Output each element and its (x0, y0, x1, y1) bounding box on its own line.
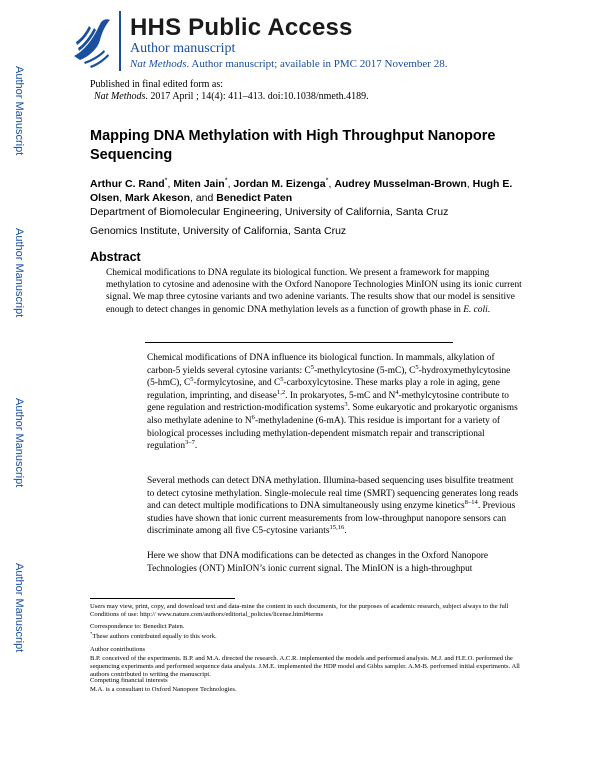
contributions-heading: Author contributions (90, 646, 146, 653)
affiliation: Department of Biomolecular Engineering, University of California, Santa Cruz (90, 206, 449, 218)
citation-ref: 15,16 (329, 524, 345, 532)
availability-text: . Author manuscript; available in PMC 2017 November 28. (186, 58, 448, 70)
section-divider (145, 342, 453, 343)
and-word: and (195, 192, 214, 204)
body-paragraph: Here we show that DNA modifications can be detected as changes in the Oxford Nanopore Technologies (ONT) MinION’s ionic current signal. The MinION is a high-throughput (147, 551, 489, 574)
competing-interests-text: M.A. is a consultant to Oxford Nanopore Technologies. (90, 686, 237, 693)
availability-line (130, 58, 447, 70)
superscript: 6 (251, 413, 255, 421)
text-run: Several methods can detect DNA methylation. Illumina-based sequencing uses bisulfite treatment to detect cytosine methylation. Single-molecule real time (SMRT) sequencing generates long reads and can detect multiple modifications to DNA simultaneously using enzyme kinetics (147, 476, 519, 512)
author-name: Mark Akeson (125, 192, 190, 204)
body-paragraph (147, 475, 519, 538)
affiliation: Genomics Institute, University of California, Santa Cruz (90, 225, 347, 237)
text-run: . (344, 526, 347, 537)
contributions-text: B.P. conceived of the experiments. B.P. and M.A. directed the research. A.C.R. implemented the models and performed analysis. M.J. and H.E.O. performed the sequencing experiments and performed sequence data analysis. J.M.E. implemented the HDP model and Gibbs sampler. A.M-B. performed initial experiments. All authors contributed to writing the manuscript. (90, 655, 520, 679)
superscript: 5 (310, 363, 315, 371)
abstract-text (106, 267, 526, 316)
journal-name: Nat Methods (130, 58, 187, 70)
hhs-public-access-title: HHS Public Access (130, 14, 353, 41)
body-paragraph (147, 352, 519, 453)
author-name: Arthur C. Rand (90, 178, 165, 190)
text-run: . Some eukaryotic and prokaryotic organisms also methylate adenine to N (147, 403, 518, 426)
text-run: Chemical modifications of DNA influence its biological function. In mammals, alkylation of carbon-5 yields several cytosine variants: C (147, 353, 495, 376)
published-line: Published in final edited form as: (90, 79, 224, 90)
citation-ref: 8–14 (464, 499, 478, 507)
author-name: Jordan M. Eizenga (233, 178, 326, 190)
equal-contribution-mark: * (224, 175, 228, 185)
side-label-author-manuscript: Author Manuscript (13, 398, 25, 488)
text-run: -hydroxymethylcytosine (5-hmC), C (147, 365, 511, 389)
text-run: . Previous studies have shown that ionic current measurements from low-throughput nanopore sensors can discriminate among all five C5-cytosine variants (147, 501, 516, 537)
text-run: -methyladenine (6-mA). This residue is important for a variety of biological processes including methylation-dependent mismatch repair and transcriptional regulation (147, 415, 501, 452)
superscript: 5 (415, 363, 419, 371)
abstract-body: Chemical modifications to DNA regulate its biological function. We present a framework for mapping methylation to cytosine and adenosine with the Oxford Nanopore Technologies MinION using its ionic current signal. We map three cytosine variants and two adenine variants. The results show that our model is sensitive enough to detect changes in genomic DNA methylation levels as a function of growth phase in (106, 268, 522, 315)
superscript: 4 (395, 388, 399, 396)
text-run: . (194, 441, 198, 452)
citation-details: . 2017 April ; 14(4): 411–413. doi:10.1038/nmeth.4189. (145, 91, 369, 102)
text-run: -methylcytosine (5-mC), C (314, 365, 416, 376)
author-name: Hugh E. Olsen (90, 178, 513, 204)
abstract-end: . (487, 304, 491, 315)
organism-name: E. coli (463, 304, 488, 315)
citation-journal: Nat Methods (94, 91, 146, 102)
author-name: Miten Jain (173, 178, 225, 190)
equal-contribution-note (90, 630, 530, 641)
footnote-text: These authors contributed equally to this work. (92, 633, 217, 640)
citation-line (94, 91, 369, 102)
hhs-eagle-logo-icon (70, 12, 116, 68)
side-label-author-manuscript: Author Manuscript (13, 563, 25, 653)
text-run: -formylcytosine, and C (193, 378, 281, 389)
text-run: . In prokaryotes, 5-mC and N (285, 390, 396, 401)
citation-ref: 1,2 (276, 388, 286, 396)
equal-contribution-mark: * (325, 175, 329, 185)
author-list: Arthur C. Rand*, Miten Jain*, Jordan M. Eizenga*, Audrey Musselman-Brown, Hugh E. Olsen, Mark Akeson, and Benedict Paten (90, 175, 513, 204)
superscript: 5 (280, 376, 284, 384)
citation-ref: 3 (344, 401, 348, 409)
abstract-heading: Abstract (90, 250, 141, 264)
equal-contribution-mark: * (90, 630, 93, 636)
competing-interests-heading: Competing financial interests (90, 677, 168, 684)
footnote-divider (90, 598, 235, 599)
header-divider (119, 11, 121, 71)
superscript: 5 (190, 376, 194, 384)
author-manuscript-subtitle: Author manuscript (130, 41, 236, 56)
author-name: Audrey Musselman-Brown (334, 178, 467, 190)
side-label-author-manuscript: Author Manuscript (13, 66, 25, 156)
article-title: Mapping DNA Methylation with High Throughput Nanopore Sequencing (90, 128, 496, 163)
equal-contribution-mark: * (164, 175, 168, 185)
author-name: Benedict Paten (216, 192, 293, 204)
text-run: -methylcytosine contribute to gene regulation and restriction-modification systems (147, 390, 509, 414)
text-run: -carboxylcytosine. These marks play a role in aging, gene regulation, imprinting, and disease (147, 378, 500, 401)
side-label-author-manuscript: Author Manuscript (13, 228, 25, 318)
citation-ref: 3–7 (185, 439, 195, 447)
terms-of-use-note: Users may view, print, copy, and download text and data-mine the content in such documents, for the purposes of academic research, subject always to the full Conditions of use: http:// www.nature.com/authors/editorial_policies/license.html#terms (90, 603, 509, 619)
correspondence-note: Correspondence to: Benedict Paten. (90, 623, 185, 630)
